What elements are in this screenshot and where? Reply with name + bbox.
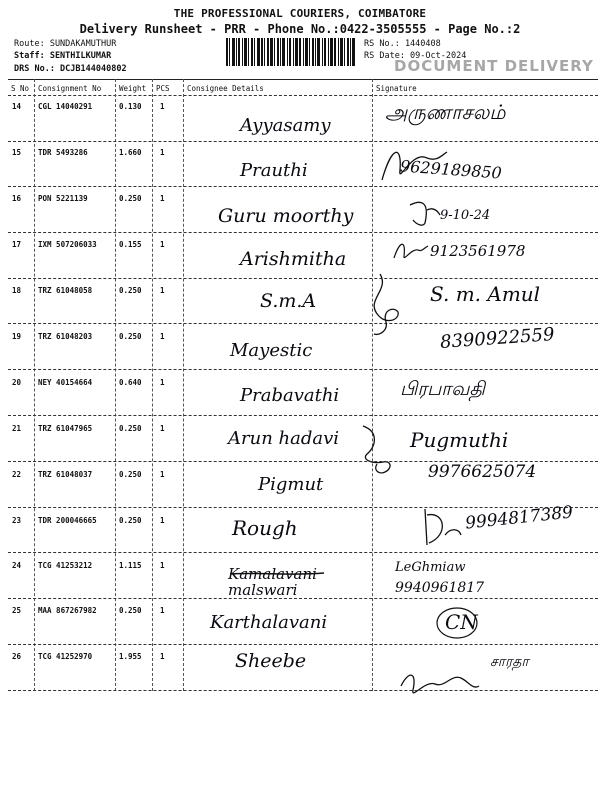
staff-label: Staff: SENTHILKUMAR bbox=[14, 51, 112, 61]
row-separator bbox=[8, 552, 598, 553]
row-pcs: 1 bbox=[160, 652, 165, 661]
row-consignment: TRZ 61048203 bbox=[38, 332, 93, 341]
row-consignment: TCG 41253212 bbox=[38, 561, 93, 570]
row-pcs: 1 bbox=[160, 470, 165, 479]
row-separator bbox=[8, 644, 598, 645]
row-consignment: TDR 5493286 bbox=[38, 148, 88, 157]
consignee-handwriting: Guru moorthy bbox=[218, 205, 354, 227]
drs-number: DRS No.: DCJB144040802 bbox=[14, 64, 127, 74]
row-consignment: MAA 867267982 bbox=[38, 606, 97, 615]
signature-scribble bbox=[432, 603, 482, 643]
row-sno: 19 bbox=[12, 332, 22, 341]
row-weight: 0.250 bbox=[119, 516, 142, 525]
row-sno: 24 bbox=[12, 561, 22, 570]
consignee-handwriting: Prabavathi bbox=[240, 385, 340, 406]
consignee-handwriting: Rough bbox=[232, 516, 298, 540]
row-consignment: TRZ 61047965 bbox=[38, 424, 93, 433]
strikethrough-line bbox=[228, 568, 328, 580]
row-weight: 0.130 bbox=[119, 102, 142, 111]
row-sno: 26 bbox=[12, 652, 22, 661]
signature-scribble bbox=[405, 195, 445, 230]
row-consignment: CGL 14040291 bbox=[38, 102, 93, 111]
row-weight: 1.660 bbox=[119, 148, 142, 157]
row-pcs: 1 bbox=[160, 240, 165, 249]
row-weight: 0.640 bbox=[119, 378, 142, 387]
row-sno: 15 bbox=[12, 148, 22, 157]
row-weight: 0.250 bbox=[119, 424, 142, 433]
row-consignment: TCG 41252970 bbox=[38, 652, 93, 661]
signature-scribble bbox=[395, 660, 485, 710]
consignee-handwriting: Sheebe bbox=[235, 650, 307, 672]
signature-handwriting: 9976625074 bbox=[428, 462, 537, 482]
row-weight: 0.250 bbox=[119, 470, 142, 479]
row-separator bbox=[8, 369, 598, 370]
signature-handwriting: பிரபாவதி bbox=[400, 378, 485, 400]
row-pcs: 1 bbox=[160, 516, 165, 525]
signature-name: LeGhmiaw bbox=[395, 560, 466, 575]
signature-handwriting: சாரதா bbox=[490, 654, 529, 670]
signature-handwriting: CN bbox=[445, 610, 478, 634]
company-name: THE PROFESSIONAL COURIERS, COIMBATORE bbox=[173, 7, 427, 20]
signature-handwriting: 9940961817 bbox=[395, 580, 485, 596]
row-weight: 1.955 bbox=[119, 652, 142, 661]
consignee-handwriting: Prauthi bbox=[240, 160, 308, 181]
row-pcs: 1 bbox=[160, 286, 165, 295]
signature-handwriting: 9994817389 bbox=[464, 502, 574, 534]
row-consignment: TRZ 61048058 bbox=[38, 286, 93, 295]
row-sno: 18 bbox=[12, 286, 22, 295]
consignee-handwriting: Pigmut bbox=[258, 474, 324, 495]
consignee-handwriting: Arishmitha bbox=[240, 248, 347, 270]
signature-handwriting: Pugmuthi bbox=[410, 428, 509, 452]
signature-handwriting: S. m. Amul bbox=[430, 282, 541, 306]
row-pcs: 1 bbox=[160, 378, 165, 387]
row-separator bbox=[8, 323, 598, 324]
row-consignment: NEY 40154664 bbox=[38, 378, 93, 387]
consignee-handwriting: Arun hadavi bbox=[228, 428, 340, 449]
row-sno: 21 bbox=[12, 424, 22, 433]
signature-scribble bbox=[390, 238, 430, 266]
consignee-handwriting: Mayestic bbox=[230, 340, 313, 361]
row-sno: 20 bbox=[12, 378, 22, 387]
row-separator bbox=[8, 507, 598, 508]
signature-handwriting: 8390922559 bbox=[439, 324, 556, 353]
row-weight: 0.250 bbox=[119, 286, 142, 295]
col-divider bbox=[183, 79, 184, 691]
row-separator bbox=[8, 598, 598, 599]
col-divider bbox=[115, 79, 116, 691]
table-bottom-rule bbox=[8, 690, 598, 691]
document-delivery-stamp: DOCUMENT DELIVERY bbox=[394, 57, 594, 75]
row-weight: 0.250 bbox=[119, 332, 142, 341]
signature-scribble bbox=[355, 420, 405, 480]
row-separator bbox=[8, 186, 598, 187]
runsheet-title: Delivery Runsheet - PRR - Phone No.:0422-3505555 - Page No.:2 bbox=[79, 22, 521, 36]
row-consignment: IXM 507206033 bbox=[38, 240, 97, 249]
row-pcs: 1 bbox=[160, 332, 165, 341]
row-pcs: 1 bbox=[160, 148, 165, 157]
row-consignment: TDR 200046665 bbox=[38, 516, 97, 525]
signature-scribble bbox=[372, 140, 452, 190]
table-top-rule bbox=[8, 79, 598, 80]
row-weight: 0.250 bbox=[119, 194, 142, 203]
row-pcs: 1 bbox=[160, 561, 165, 570]
row-pcs: 1 bbox=[160, 194, 165, 203]
col-header-signature: Signature bbox=[376, 84, 417, 93]
row-sno: 25 bbox=[12, 606, 22, 615]
col-header-sno: S No bbox=[11, 84, 30, 93]
consignee-handwriting: Kamalavani malswari bbox=[228, 565, 317, 599]
col-header-consignment: Consignment No bbox=[38, 84, 102, 93]
row-sno: 22 bbox=[12, 470, 22, 479]
col-header-weight: Weight bbox=[119, 84, 147, 93]
row-weight: 0.250 bbox=[119, 606, 142, 615]
row-separator bbox=[8, 141, 598, 142]
consignee-handwriting: Karthalavani bbox=[210, 612, 328, 633]
rs-number: RS No.: 1440408 bbox=[364, 39, 441, 49]
col-divider bbox=[34, 79, 35, 691]
consignee-handwriting: S.m.A bbox=[260, 290, 317, 312]
signature-handwriting: 9123561978 bbox=[430, 242, 526, 260]
header-bottom-rule bbox=[8, 95, 598, 96]
row-weight: 1.115 bbox=[119, 561, 142, 570]
row-sno: 17 bbox=[12, 240, 22, 249]
row-consignment: TRZ 61048037 bbox=[38, 470, 93, 479]
row-sno: 23 bbox=[12, 516, 22, 525]
row-separator bbox=[8, 278, 598, 279]
row-sno: 16 bbox=[12, 194, 22, 203]
col-header-consignee: Consignee Details bbox=[187, 84, 264, 93]
signature-scribble bbox=[360, 270, 410, 340]
signature-handwriting: அருணாசலம் bbox=[385, 100, 506, 124]
row-consignment: PON 5221139 bbox=[38, 194, 88, 203]
row-pcs: 1 bbox=[160, 102, 165, 111]
barcode-image bbox=[225, 38, 357, 66]
consignee-handwriting: Ayyasamy bbox=[240, 115, 331, 136]
col-divider bbox=[152, 79, 153, 691]
row-separator bbox=[8, 415, 598, 416]
row-weight: 0.155 bbox=[119, 240, 142, 249]
row-separator bbox=[8, 232, 598, 233]
signature-handwriting: 9629189850 bbox=[399, 156, 503, 183]
signature-handwriting: 9-10-24 bbox=[440, 208, 491, 223]
row-sno: 14 bbox=[12, 102, 22, 111]
signature-scribble bbox=[415, 505, 465, 550]
col-header-pcs: PCS bbox=[156, 84, 170, 93]
route-label: Route: SUNDAKAMUTHUR bbox=[14, 39, 117, 49]
row-pcs: 1 bbox=[160, 424, 165, 433]
rs-date: RS Date: 09-Oct-2024 bbox=[364, 51, 467, 61]
row-pcs: 1 bbox=[160, 606, 165, 615]
